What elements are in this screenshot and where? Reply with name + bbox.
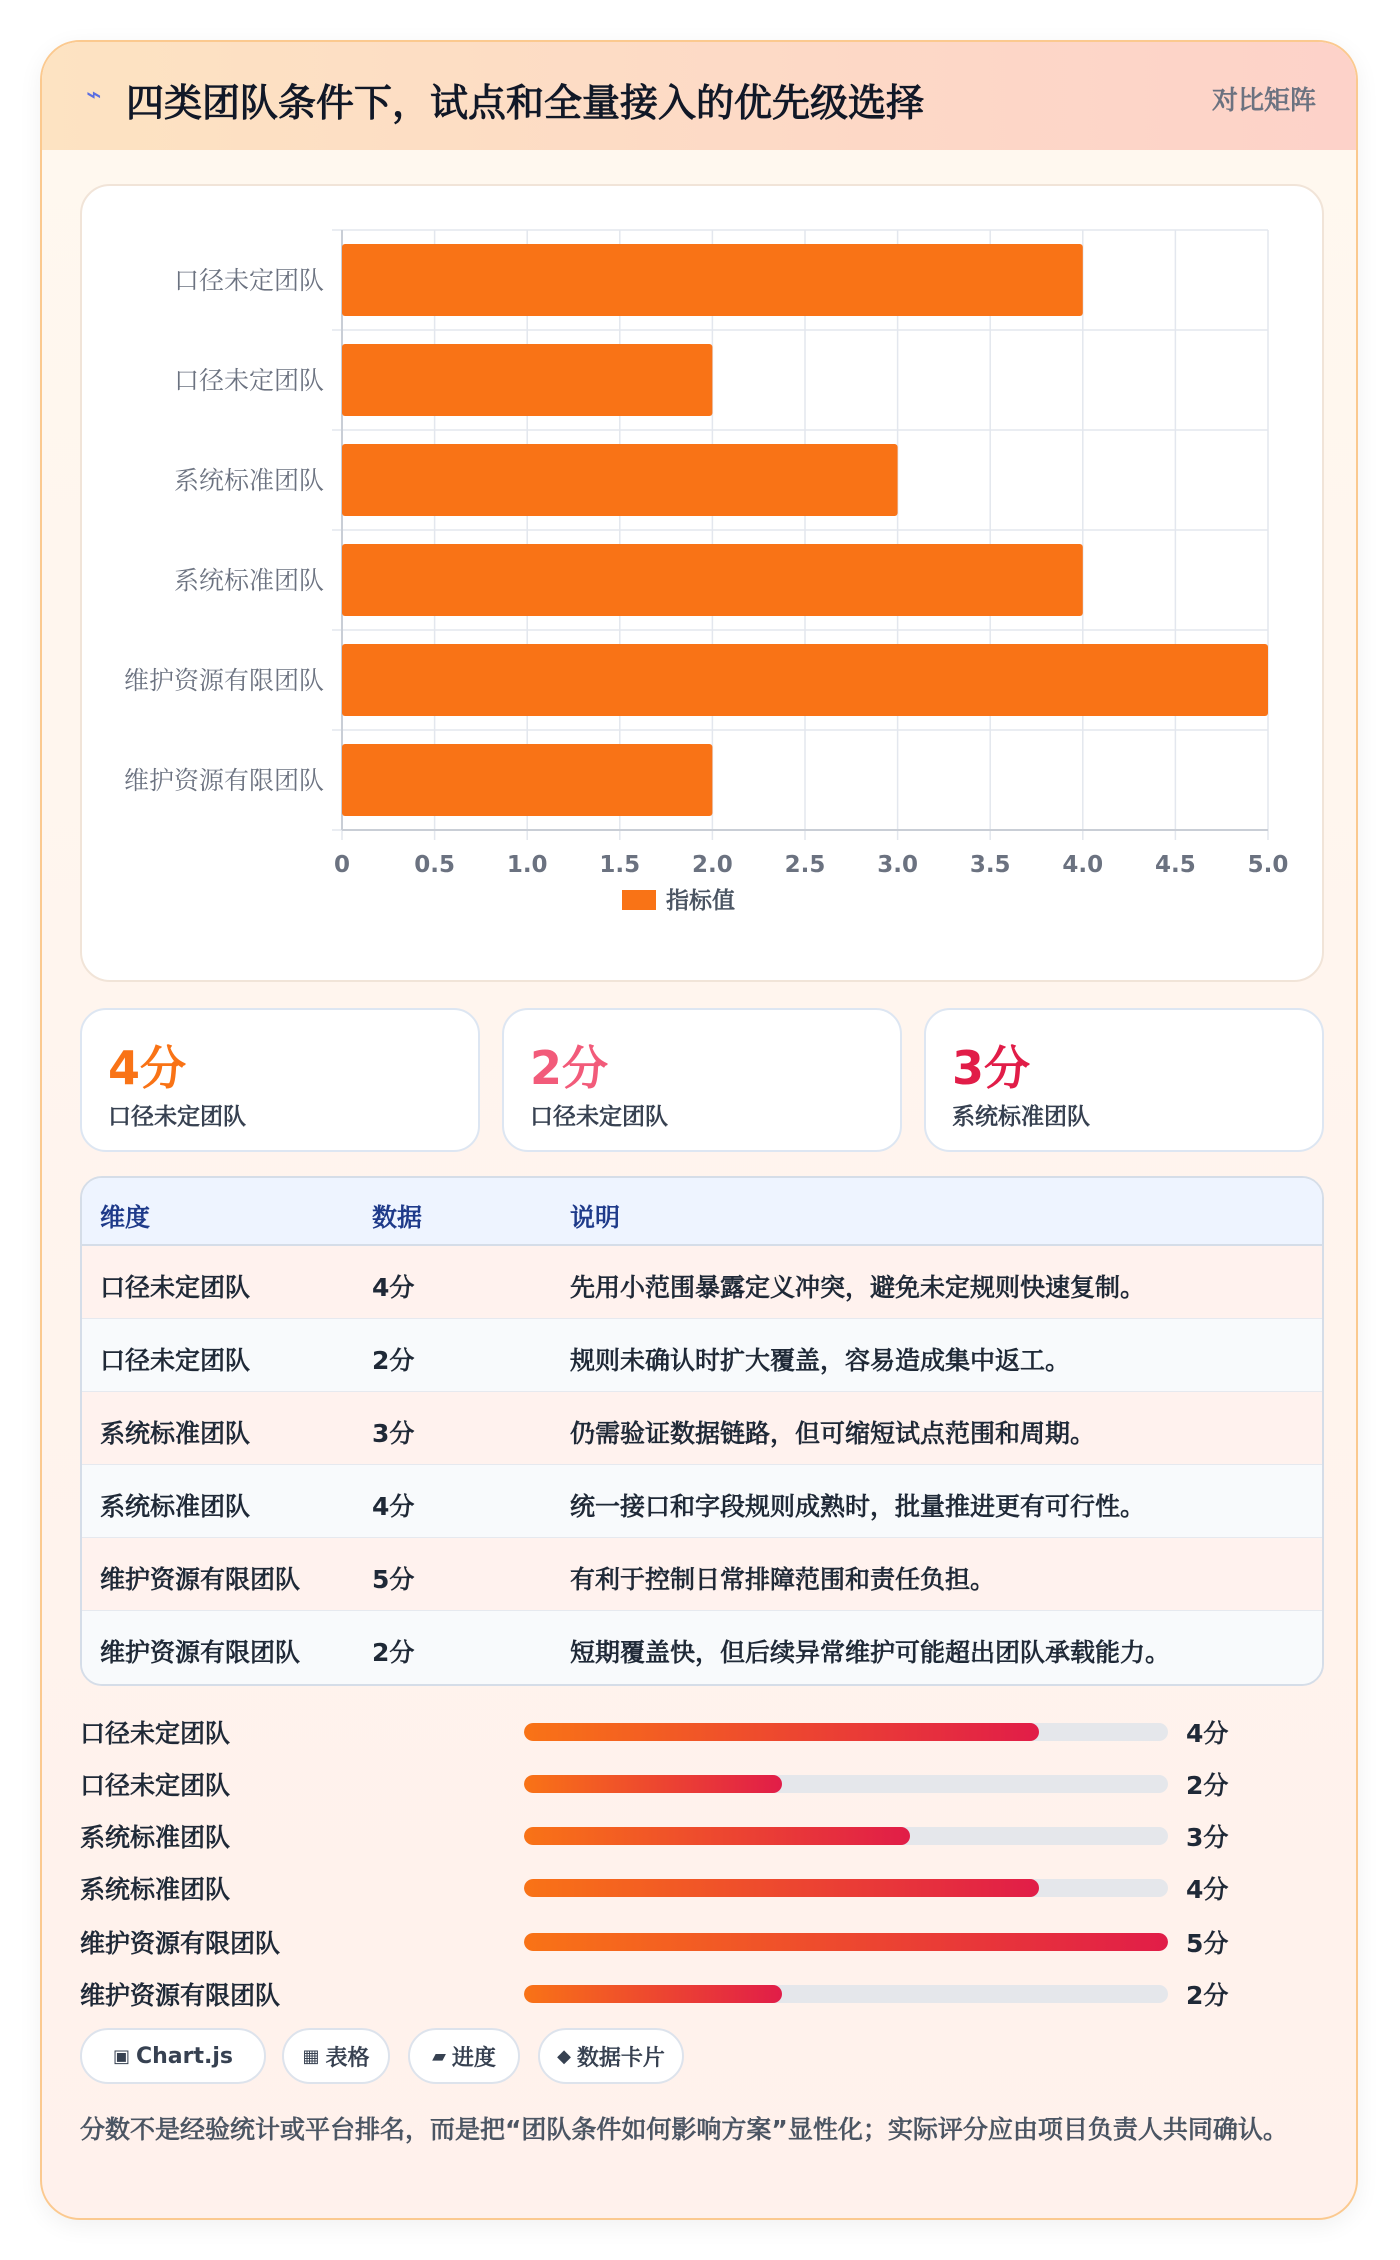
progress-label: 口径未定团队 [80,1719,231,1748]
cell-data: 2分 [372,1638,415,1667]
x-tick-label: 1.0 [506,852,548,878]
footnote: 分数不是经验统计或平台排名，而是把“团队条件如何影响方案”显性化；实际评分应由项目负责人共同确认。 [80,2115,1288,2144]
category-label: 系统标准团队 [173,566,324,595]
table-row [82,1319,1322,1392]
progress-fill [524,1879,1039,1897]
bar [342,444,898,516]
x-tick-label: 0.5 [414,852,455,878]
bar [342,744,712,816]
progress-item [80,1814,1324,1854]
table-row [82,1392,1322,1465]
bar [342,644,1268,716]
progress-item [80,1762,1324,1802]
table-row [82,1611,1322,1684]
x-tick-label: 2.0 [692,852,733,878]
cell-dimension: 口径未定团队 [100,1346,251,1375]
progress-value: 2分 [1186,1981,1229,2010]
progress-fill [524,1827,910,1845]
cell-description: 规则未确认时扩大覆盖，容易造成集中返工。 [570,1346,1071,1375]
cell-dimension: 系统标准团队 [100,1419,251,1448]
progress-fill [524,1933,1168,1951]
progress-track [524,1827,1168,1845]
chip-label: 表格 [325,2045,370,2071]
x-tick-label: 3.5 [969,852,1011,878]
chip-label: 数据卡片 [576,2045,665,2071]
category-label: 维护资源有限团队 [123,666,324,695]
cell-dimension: 系统标准团队 [100,1492,251,1521]
bar-chart [82,186,1326,984]
data-table [80,1176,1324,1686]
x-tick-label: 1.5 [599,852,641,878]
bar [342,244,1083,316]
progress-fill [524,1775,782,1793]
cell-description: 仍需验证数据链路，但可缩短试点范围和周期。 [570,1419,1096,1448]
progress-value: 2分 [1186,1771,1229,1800]
progress-value: 3分 [1186,1823,1229,1852]
x-tick-label: 5.0 [1247,852,1289,878]
progress-label: 维护资源有限团队 [80,1929,281,1958]
progress-fill [524,1723,1039,1741]
column-header-dimension: 维度 [100,1203,151,1232]
cell-data: 4分 [372,1273,415,1302]
cell-description: 先用小范围暴露定义冲突，避免未定规则快速复制。 [570,1273,1146,1302]
x-tick-label: 4.5 [1155,852,1196,878]
cell-data: 3分 [372,1419,415,1448]
progress-label: 系统标准团队 [80,1823,231,1852]
progress-label: 口径未定团队 [80,1771,231,1800]
stat-card [502,1008,902,1152]
stat-value: 2分 [530,1041,609,1095]
header-tag: 对比矩阵 [1211,86,1316,116]
x-tick-label: 2.5 [784,852,826,878]
progress-label: 系统标准团队 [80,1875,231,1904]
table-header [82,1178,1322,1246]
legend-swatch [622,890,656,910]
chip-label: Chart.js [136,2043,234,2069]
progress-value: 4分 [1186,1875,1229,1904]
cell-data: 2分 [372,1346,415,1375]
progress-item [80,1920,1324,1960]
progress-track [524,1985,1168,2003]
cell-dimension: 口径未定团队 [100,1273,251,1302]
cell-description: 短期覆盖快，但后续异常维护可能超出团队承载能力。 [570,1638,1171,1667]
stat-value: 4分 [108,1041,187,1095]
stat-label: 口径未定团队 [530,1104,668,1130]
stat-label: 系统标准团队 [952,1104,1090,1130]
cell-data: 5分 [372,1565,415,1594]
chart-icon: ▣ [112,2045,130,2067]
lightning-icon: ⌁ [86,80,102,110]
category-label: 口径未定团队 [173,366,324,395]
progress-label: 维护资源有限团队 [80,1981,281,2010]
diamond-icon: ◆ [557,2045,571,2067]
legend-label: 指标值 [666,888,735,914]
cell-description: 统一接口和字段规则成熟时，批量推进更有可行性。 [570,1492,1146,1521]
category-label: 口径未定团队 [173,266,324,295]
cell-data: 4分 [372,1492,415,1521]
comparison-card [40,40,1358,2220]
category-label: 维护资源有限团队 [123,766,324,795]
column-header-data: 数据 [372,1203,423,1232]
progress-item [80,1710,1324,1750]
x-tick-label: 0 [333,852,351,878]
progress-track [524,1723,1168,1741]
table-row [82,1465,1322,1538]
category-label: 系统标准团队 [173,466,324,495]
progress-item [80,1972,1324,2012]
progress-fill [524,1985,782,2003]
chip-table[interactable] [282,2028,390,2084]
card-header [42,42,1356,150]
progress-track [524,1775,1168,1793]
page-title: 四类团队条件下，试点和全量接入的优先级选择 [126,81,925,125]
progress-value: 4分 [1186,1719,1229,1748]
progress-list [80,1710,1324,2024]
stat-card [924,1008,1324,1152]
chip-chartjs[interactable] [80,2028,266,2084]
cell-dimension: 维护资源有限团队 [100,1565,301,1594]
x-tick-label: 3.0 [877,852,918,878]
progress-item [80,1866,1324,1906]
cell-description: 有利于控制日常排障范围和责任负担。 [570,1565,996,1594]
chip-data-card[interactable] [538,2028,684,2084]
table-row [82,1246,1322,1319]
chip-label: 进度 [451,2045,496,2071]
cell-dimension: 维护资源有限团队 [100,1638,301,1667]
progress-track [524,1933,1168,1951]
table-icon: ▦ [302,2045,320,2067]
progress-value: 5分 [1186,1929,1229,1958]
table-row [82,1538,1322,1611]
stat-value: 3分 [952,1041,1031,1095]
column-header-description: 说明 [570,1203,621,1232]
bar [342,544,1083,616]
x-tick-label: 4.0 [1062,852,1104,878]
bar [342,344,712,416]
chart-panel [80,184,1324,982]
stat-card [80,1008,480,1152]
chip-progress[interactable] [408,2028,520,2084]
progress-icon: ▰ [432,2045,446,2067]
stat-label: 口径未定团队 [108,1104,246,1130]
progress-track [524,1879,1168,1897]
